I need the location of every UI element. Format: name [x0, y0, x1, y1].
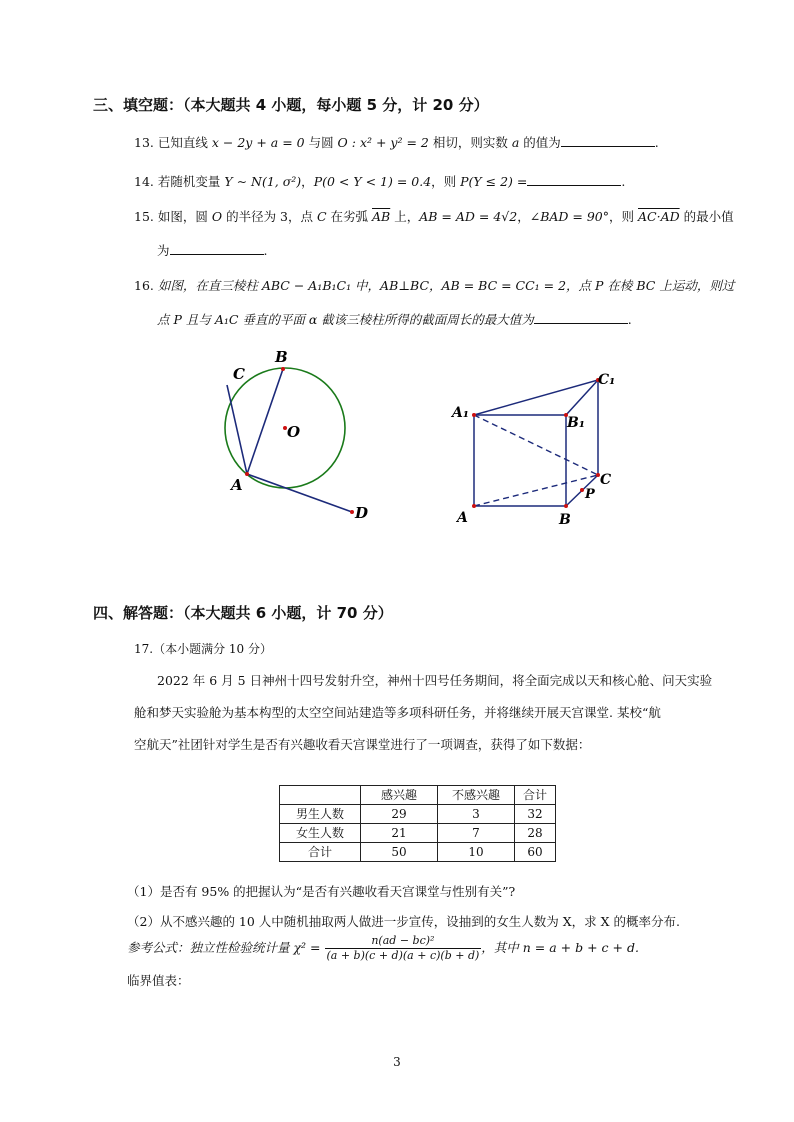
label-b: B [275, 348, 288, 366]
question-16-line-2 [157, 309, 632, 329]
q14-math-prob: P(0 < Y < 1) = 0.4 [313, 174, 432, 189]
question-15-line-1 [134, 208, 734, 226]
q14-number: 14. [134, 174, 154, 189]
q17-header: 17.（本小题满分 10 分） [134, 642, 272, 656]
table-cell: 10 [438, 843, 515, 862]
q15-answer-blank[interactable] [170, 240, 264, 255]
formula-numerator: n(ad − bc)² [325, 934, 482, 949]
q17-subquestion-2: （2）从不感兴趣的 10 人中随机抽取两人做进一步宣传，设抽到的女生人数为 X，求 X 的概率分布. [127, 914, 680, 929]
q17-paragraph-1: 2022 年 6 月 5 日神州十四号发射升空，神州十四号任务期间，将全面完成以天和核心舱、问天实验 [157, 673, 713, 688]
diagonal-a-c [474, 475, 598, 506]
q15-math-arc: $\overline{AB}$ [372, 209, 391, 224]
q13-math-line: x − 2y + a = 0 [211, 135, 305, 150]
label-b-prism: B [559, 512, 571, 528]
q15-text-f: ，则 [609, 209, 638, 224]
segment-ab [247, 369, 283, 474]
label-c1: C₁ [598, 372, 616, 388]
table-cell: 21 [361, 824, 438, 843]
label-o: O [287, 423, 301, 441]
q15-number: 15. [134, 209, 154, 224]
q16-text-1: 如图，在直三棱柱 ABC − A₁B₁C₁ 中，AB⊥BC，AB = BC = CC₁ = 2，点 P 在棱 BC 上运动，则过 [157, 278, 735, 293]
table-cell: 男生人数 [280, 805, 361, 824]
table-cell: 32 [515, 805, 556, 824]
q13-text-c: 相切，则实数 [428, 135, 512, 150]
q17-paragraph-2: 舱和梦天实验舱为基本构型的太空空间站建造等多项科研任务，并将继续开展天宫课堂. 某校“航 [134, 705, 661, 720]
segment-ad [247, 474, 352, 512]
point-a-prism [472, 504, 476, 508]
label-d: D [355, 504, 369, 522]
q13-text-d: 的值为 [519, 135, 561, 150]
q16-end: . [627, 312, 632, 327]
q13-answer-blank[interactable] [561, 132, 655, 147]
label-a1: A₁ [452, 405, 469, 421]
point-a1 [472, 413, 476, 417]
q17-paragraph-3: 空航天”社团针对学生是否有兴趣收看天宫课堂进行了一项调查，获得了如下数据： [134, 737, 591, 752]
table-cell: 3 [438, 805, 515, 824]
formula-denominator: (a + b)(c + d)(a + c)(b + d) [326, 949, 480, 962]
table-cell: 60 [515, 843, 556, 862]
table-header-cell [280, 786, 361, 805]
page-number: 3 [393, 1055, 401, 1069]
question-15-line-2 [157, 240, 268, 260]
q14-math-dist: Y ∼ N(1, σ²) [224, 174, 302, 189]
q13-text-a: 已知直线 [157, 135, 212, 150]
table-row [280, 805, 556, 824]
q15-math-vectors: AC·AD [638, 209, 680, 224]
table-cell: 29 [361, 805, 438, 824]
formula-fraction [325, 934, 482, 963]
table-cell: 合计 [280, 843, 361, 862]
q16-text-2: 点 P 且与 A₁C 垂直的平面 α 截该三棱柱所得的截面周长的最大值为 [157, 312, 534, 327]
q15-math-angle: ∠BAD = 90° [529, 209, 610, 224]
q15-math-c: C [316, 209, 327, 224]
q13-end: . [654, 135, 659, 150]
q13-text-b: 与圆 [304, 135, 338, 150]
q16-answer-blank[interactable] [534, 309, 628, 324]
q15-end: . [263, 243, 268, 258]
q16-number: 16. [134, 278, 154, 293]
table-cell: 女生人数 [280, 824, 361, 843]
circle-figure [215, 340, 385, 530]
edge-a1-c1 [474, 380, 598, 415]
q17-reference-formula [127, 933, 639, 963]
point-b [281, 367, 285, 371]
table-cell: 28 [515, 824, 556, 843]
q15-math-o: O [211, 209, 223, 224]
label-c: C [233, 365, 245, 383]
table-cell: 7 [438, 824, 515, 843]
q14-text-a: 若随机变量 [157, 174, 225, 189]
label-b1: B₁ [567, 415, 585, 431]
q13-math-circle: O : x² + y² = 2 [337, 135, 429, 150]
q14-text-c: ，则 [431, 174, 461, 189]
question-13 [134, 132, 659, 152]
label-a: A [231, 476, 243, 494]
point-a [245, 472, 249, 476]
critical-value-label: 临界值表： [127, 973, 190, 988]
table-row [280, 824, 556, 843]
q15-math-lengths: AB = AD = 4√2 [419, 209, 518, 224]
table-header-cell: 不感兴趣 [438, 786, 515, 805]
prism-figure [448, 365, 628, 535]
table-cell: 50 [361, 843, 438, 862]
q14-math-ask: P(Y ≤ 2) = [460, 174, 528, 189]
question-16-line-1 [134, 277, 734, 295]
table-row [280, 843, 556, 862]
q15-text-a: 如图，圆 [157, 209, 212, 224]
question-14 [134, 171, 625, 191]
q15-text-c: 在劣弧 [326, 209, 373, 224]
q14-text-b: ， [301, 174, 314, 189]
formula-lead: 参考公式：独立性检验统计量 χ² = [127, 940, 321, 955]
table-header-cell: 感兴趣 [361, 786, 438, 805]
interest-table [279, 785, 556, 862]
q14-end: . [621, 174, 626, 189]
q15-text-d: 上， [390, 209, 420, 224]
label-p: P [585, 487, 595, 502]
q13-number: 13. [134, 135, 154, 150]
q15-text-e: ， [517, 209, 530, 224]
point-b-prism [564, 504, 568, 508]
table-header-cell: 合计 [515, 786, 556, 805]
q15-text-g: 的最小值 [679, 209, 734, 224]
q13-math-a: a [511, 135, 520, 150]
section-4-title: 四、解答题：（本大题共 6 小题，计 70 分） [93, 604, 393, 622]
q14-answer-blank[interactable] [527, 171, 621, 186]
point-d [350, 510, 354, 514]
segment-ac [227, 385, 247, 474]
point-p [580, 488, 584, 492]
table-header-row [280, 786, 556, 805]
q17-subquestion-1: （1）是否有 95% 的把握认为“是否有兴趣收看天宫课堂与性别有关”? [127, 884, 516, 899]
label-a-prism: A [457, 510, 468, 526]
section-3-title: 三、填空题：（本大题共 4 小题，每小题 5 分，计 20 分） [93, 96, 489, 114]
q15-text-b: 的半径为 3，点 [222, 209, 317, 224]
formula-tail: ，其中 n = a + b + c + d. [481, 940, 639, 955]
label-c-prism: C [600, 472, 612, 488]
q15-text-wei: 为 [157, 243, 170, 258]
